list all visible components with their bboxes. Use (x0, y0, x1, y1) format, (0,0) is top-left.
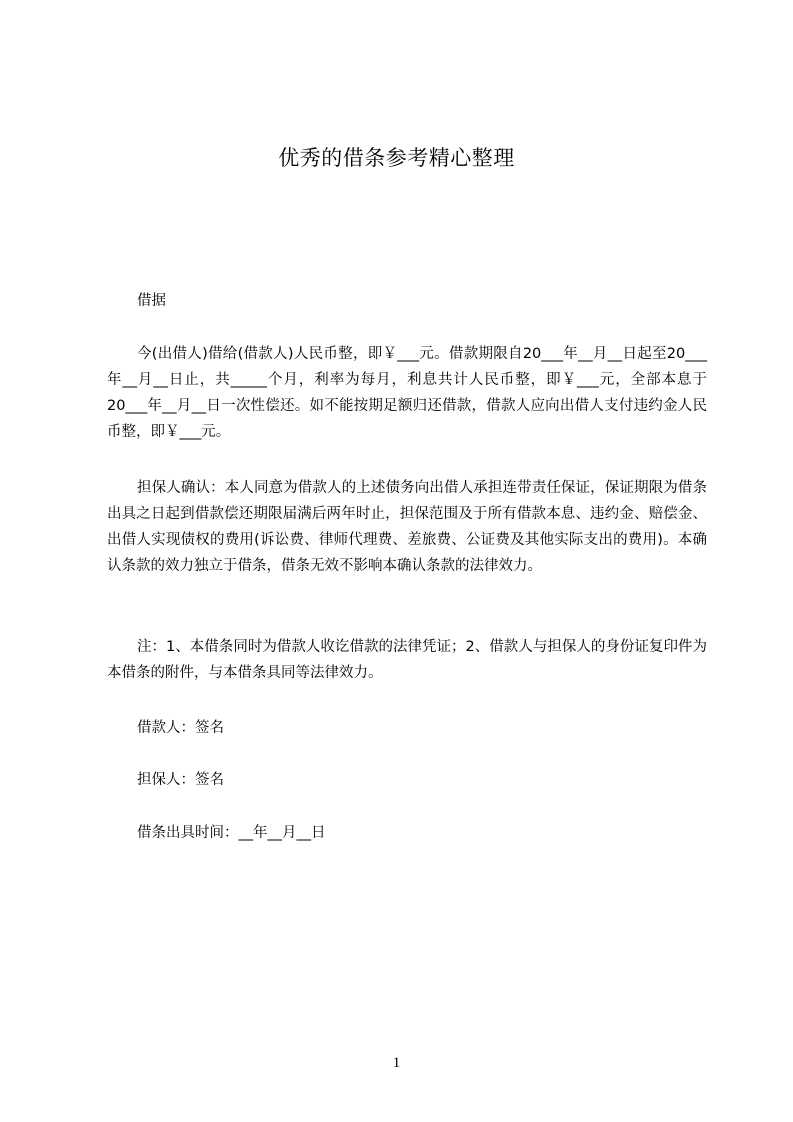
section-heading: 借据 (137, 293, 166, 309)
borrower-signature-line: 借款人：签名 (137, 720, 224, 736)
page-number: 1 (392, 1055, 401, 1071)
loan-terms-paragraph: 今(出借人)借给(借款人)人民币整，即￥___元。借款期限自20___年__月__日起至20___年__月__日止，共_____个月，利率为每月，利息共计人民币整，即￥___元，全部本息于20___年__月__日一次性偿还。如不能按期足额归还借款，借款人应向出借人支付违约金人民币整，即￥___元。 (107, 346, 707, 440)
guarantor-signature-line: 担保人：签名 (137, 772, 224, 788)
guarantor-confirmation-paragraph: 担保人确认：本人同意为借款人的上述债务向出借人承担连带责任保证，保证期限为借条出具之日起到借款偿还期限届满后两年时止，担保范围及于所有借款本息、违约金、赔偿金、出借人实现债权的费用(诉讼费、律师代理费、差旅费、公证费及其他实际支出的费用)。本确认条款的效力独立于借条，借条无效不影响本确认条款的法律效力。 (107, 480, 707, 574)
note-paragraph: 注：1、本借条同时为借款人收讫借款的法律凭证；2、借款人与担保人的身份证复印件为本借条的附件，与本借条具同等法律效力。 (107, 639, 707, 681)
document-title: 优秀的借条参考精心整理 (278, 146, 515, 170)
issue-date-line: 借条出具时间：__年__月__日 (137, 825, 326, 841)
